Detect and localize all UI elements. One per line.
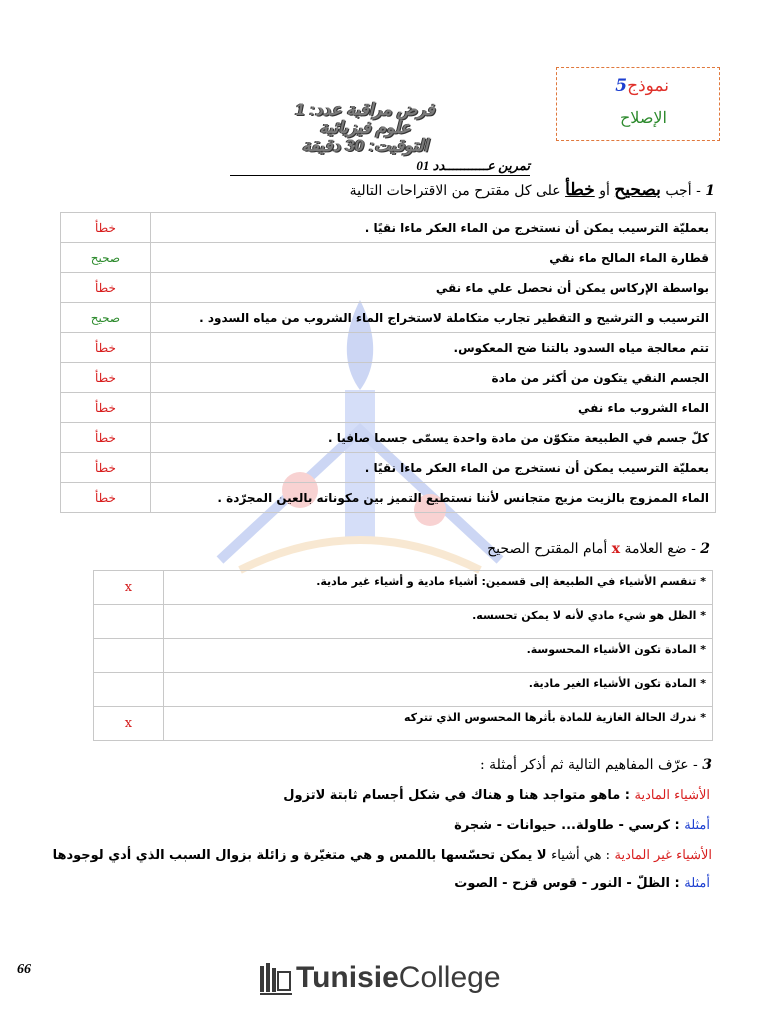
- definition-immaterial: [20, 848, 712, 863]
- statement-cell: بواسطة الإركاس يمكن أن نحصل علي ماء نقي: [150, 273, 715, 303]
- statement-cell: كلّ جسم في الطبيعة متكوّن من مادة واحدة يسمّى جسما صافيا .: [150, 423, 715, 453]
- examples-immaterial-items: : الظلّ - النور - قوس قزح - الصوت: [454, 876, 680, 891]
- examples-immaterial: [410, 876, 710, 891]
- model-box: [556, 67, 720, 141]
- question-2: [300, 541, 710, 557]
- model-number: 5: [615, 76, 628, 96]
- table-row: [61, 333, 716, 363]
- statement-cell: قطارة الماء المالح ماء نقي: [150, 243, 715, 273]
- question-2-number: 2: [700, 541, 710, 557]
- page-number: 66: [17, 962, 31, 977]
- mark-cell[interactable]: [94, 673, 164, 707]
- answer-cell: صحيح: [61, 243, 151, 273]
- table-row: [94, 707, 713, 741]
- definition-material-text: : ماهو متواجد هنا و هناك في شكل أجسام ثابتة لاتزول: [283, 788, 630, 803]
- answer-cell: خطأ: [61, 273, 151, 303]
- mark-table: [93, 570, 713, 741]
- term-material: الأشياء المادية: [634, 788, 710, 803]
- table-row: [61, 363, 716, 393]
- statement-cell: بعمليّة الترسيب يمكن أن نستخرج من الماء العكر ماءا نقيًا .: [150, 213, 715, 243]
- answer-cell: خطأ: [61, 393, 151, 423]
- table-row: [61, 483, 716, 513]
- table-row: [61, 303, 716, 333]
- question-2-dash: -: [691, 541, 696, 557]
- question-2-pre: ضع العلامة: [624, 541, 687, 557]
- statement-cell: تتم معالجة مياه السدود بالتنا ضح المعكوس.: [150, 333, 715, 363]
- question-2-post: أمام المقترح الصحيح: [487, 541, 608, 557]
- table-row: [94, 571, 713, 605]
- statement-cell: الماء الشروب ماء نفي: [150, 393, 715, 423]
- logo-text-bold: Tunisie: [296, 961, 399, 994]
- table-row: [61, 393, 716, 423]
- proposal-cell: * تنقسم الأشياء في الطبيعة إلى قسمين: أشياء مادية و أشياء غير مادية.: [163, 571, 712, 605]
- table-row: [94, 639, 713, 673]
- question-1-pre: أجب: [665, 183, 692, 199]
- examples-material: [340, 818, 710, 833]
- test-title: فرض مراقبة عدد: 1: [295, 100, 435, 119]
- table-row: [61, 453, 716, 483]
- mark-cell[interactable]: x: [94, 707, 164, 741]
- definition-immaterial-text: لا يمكن تحسّسها باللمس و هي متغيّرة و زائلة بزوال السبب الذي أدي لوجودها: [52, 848, 547, 863]
- table-row: [61, 213, 716, 243]
- word-false: خطأ: [565, 180, 595, 200]
- examples-label: أمثلة: [684, 876, 710, 891]
- statement-cell: بعمليّة الترسيب يمكن أن نستخرج من الماء العكر ماءا نقيًا .: [150, 453, 715, 483]
- table-row: [61, 423, 716, 453]
- table-row: [61, 273, 716, 303]
- answer-cell: خطأ: [61, 213, 151, 243]
- question-3: [300, 757, 712, 773]
- mark-cell[interactable]: [94, 639, 164, 673]
- duration-title: التوقيت: 30 دقيقة: [301, 136, 429, 155]
- question-1: [300, 180, 715, 200]
- answer-cell: خطأ: [61, 423, 151, 453]
- proposal-cell: * المادة تكون الأشياء الغير مادية.: [163, 673, 712, 707]
- question-1-mid: أو: [599, 183, 610, 199]
- table-row: [94, 673, 713, 707]
- term-immaterial: الأشياء غير المادية: [614, 848, 712, 863]
- question-3-text: - عرّف المفاهيم التالية ثم أذكر أمثلة :: [479, 757, 698, 773]
- question-2-mark: x: [611, 541, 621, 557]
- tunisiecollege-logo: [258, 958, 501, 998]
- exercise-title: تمرين عـــــــــــدد 01: [230, 158, 530, 176]
- logo-text: [296, 961, 501, 995]
- answer-cell: خطأ: [61, 333, 151, 363]
- answer-cell: صحيح: [61, 303, 151, 333]
- book-icon: [258, 960, 294, 996]
- proposal-cell: * الظل هو شيء مادي لأنه لا يمكن تحسسه.: [163, 605, 712, 639]
- word-true: بصحيح: [614, 180, 661, 200]
- question-1-dash: -: [696, 183, 701, 199]
- statement-cell: الجسم النقي يتكون من أكثر من مادة: [150, 363, 715, 393]
- proposal-cell: * المادة تكون الأشياء المحسوسة.: [163, 639, 712, 673]
- logo-text-light: College: [398, 961, 501, 994]
- answer-cell: خطأ: [61, 363, 151, 393]
- subject-title: علوم فيزيائية: [319, 118, 411, 137]
- statement-cell: الماء الممزوج بالزيت مزيج متجانس لأننا نستطيع التميز بين مكوناته بالعين المجرّدة .: [150, 483, 715, 513]
- statement-cell: الترسيب و الترشيح و التقطير تجارب متكاملة لاستخراج الماء الشروب من مياه السدود .: [150, 303, 715, 333]
- model-label: [615, 76, 669, 96]
- answer-cell: خطأ: [61, 483, 151, 513]
- question-3-number: 3: [702, 757, 712, 773]
- table-row: [61, 243, 716, 273]
- examples-label: أمثلة: [684, 818, 710, 833]
- true-false-table: [60, 212, 716, 513]
- examples-material-items: : كرسي - طاولة... حيوانات - شجرة: [454, 818, 680, 833]
- proposal-cell: * ندرك الحالة الغازية للمادة بأثرها المحسوس الذي تتركه: [163, 707, 712, 741]
- answer-cell: خطأ: [61, 453, 151, 483]
- definition-material: [260, 788, 710, 803]
- question-1-number: 1: [705, 183, 715, 199]
- definition-immaterial-plain: : هي أشياء: [551, 848, 610, 863]
- mark-cell[interactable]: x: [94, 571, 164, 605]
- table-row: [94, 605, 713, 639]
- mark-cell[interactable]: [94, 605, 164, 639]
- model-word: نموذج: [627, 76, 669, 96]
- question-1-post: على كل مقترح من الاقتراحات التالية: [349, 183, 561, 199]
- correction-label: الإصلاح: [619, 108, 667, 127]
